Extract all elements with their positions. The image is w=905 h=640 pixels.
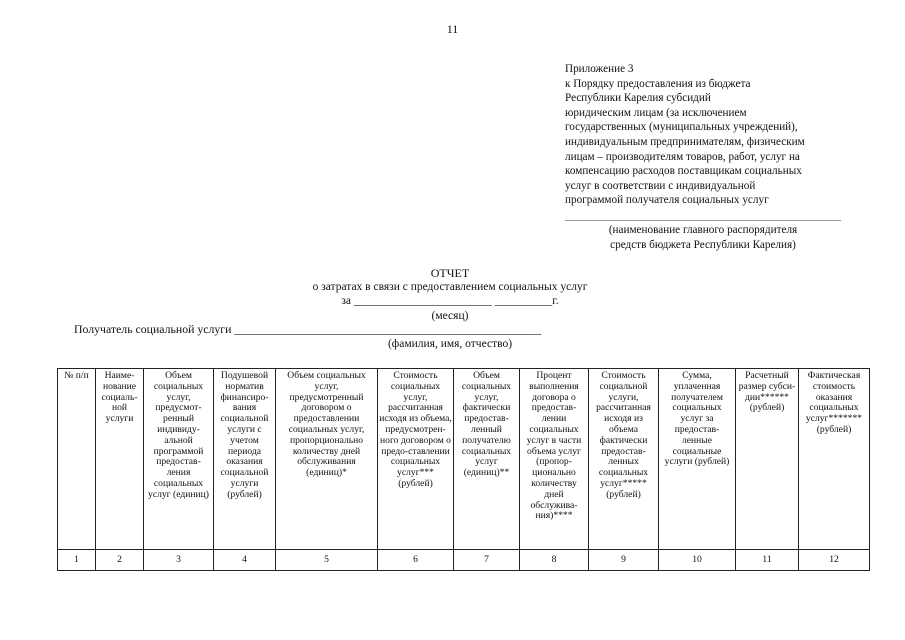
recipient-caption: (фамилия, имя, отчество) (387, 338, 513, 350)
table-cell: 8 (520, 550, 589, 571)
appendix-line: лицам – производителям товаров, работ, услуг на (565, 150, 800, 163)
appendix-note (565, 62, 865, 208)
appendix-line: государственных (муниципальных учреждений), (565, 121, 798, 134)
column-header: Наиме-нование социаль-ной услуги (96, 369, 144, 550)
table-cell: 1 (58, 550, 96, 571)
column-header: Сумма, уплаченная получателем социальных услуг за предостав-ленные социальные услуги (рублей) (659, 369, 736, 550)
table-cell: 3 (144, 550, 214, 571)
column-header: Расчетный размер субси-дии****** (рублей) (736, 369, 799, 550)
column-header: Объем социальных услуг, предусмот-ренный индивиду-альной программой предостав-ления социальных услуг (единиц) (144, 369, 214, 550)
table-cell: 7 (454, 550, 520, 571)
table-cell: 2 (96, 550, 144, 571)
table-cell: 6 (378, 550, 454, 571)
distributor-caption (565, 223, 841, 252)
report-period: за ________________________ __________г. (341, 295, 559, 307)
appendix-line: компенсацию расходов поставщикам социальных (565, 165, 802, 178)
distributor-name-line (565, 220, 841, 221)
appendix-line: индивидуальным предпринимателям, физическим (565, 135, 805, 148)
caption-line: средств бюджета Республики Карелия) (610, 238, 796, 251)
table-cell: 10 (659, 550, 736, 571)
column-header: Фактическая стоимость оказания социальных услуг******* (рублей) (799, 369, 870, 550)
appendix-line: Республики Карелия субсидий (565, 92, 711, 105)
caption-line: (наименование главного распорядителя (608, 224, 798, 236)
table-cell: 4 (214, 550, 276, 571)
report-title: ОТЧЕТ (430, 266, 470, 280)
column-header: Подушевой норматив финансиро-вания социальной услуги с учетом периода оказания социальной услуги (рублей) (214, 369, 276, 550)
appendix-line: программой получателя социальных услуг (565, 194, 769, 207)
column-header: Объем социальных услуг, предусмотренный договором о предоставлении социальных услуг, пропорционально количеству дней обслуживания (единиц)* (276, 369, 378, 550)
recipient-line: Получатель социальной услуги ____________________________________________________ (74, 322, 542, 336)
column-header: Процент выполнения договора о предостав-лении социальных услуг в части объема услуг (пропор-ционально количеству дней обслужива-ния)**** (520, 369, 589, 550)
report-table (57, 368, 870, 571)
table-row (58, 550, 870, 571)
period-caption: (месяц) (431, 310, 469, 322)
appendix-line: Приложение 3 (565, 63, 634, 75)
report-subtitle: о затратах в связи с предоставлением социальных услуг (312, 281, 588, 293)
table-header-row (58, 369, 870, 550)
appendix-line: услуг в соответствии с индивидуальной (565, 179, 756, 192)
column-header: Объем социальных услуг, фактически предостав-ленный получателю социальных услуг (единиц)** (454, 369, 520, 550)
table-cell: 12 (799, 550, 870, 571)
appendix-line: юридическим лицам (за исключением (565, 106, 747, 119)
column-header: Стоимость социальной услуги, рассчитанная исходя из объема фактически предостав-ленных социальных услуг***** (рублей) (589, 369, 659, 550)
column-header: № п/п (58, 369, 96, 550)
table-cell: 11 (736, 550, 799, 571)
appendix-line: к Порядку предоставления из бюджета (565, 77, 751, 90)
table-cell: 9 (589, 550, 659, 571)
table-cell: 5 (276, 550, 378, 571)
page-number: 11 (446, 22, 459, 36)
column-header: Стоимость социальных услуг, рассчитанная исходя из объема, предусмотрен-ного договором о предо-ставлении социальных услуг*** (рублей) (378, 369, 454, 550)
